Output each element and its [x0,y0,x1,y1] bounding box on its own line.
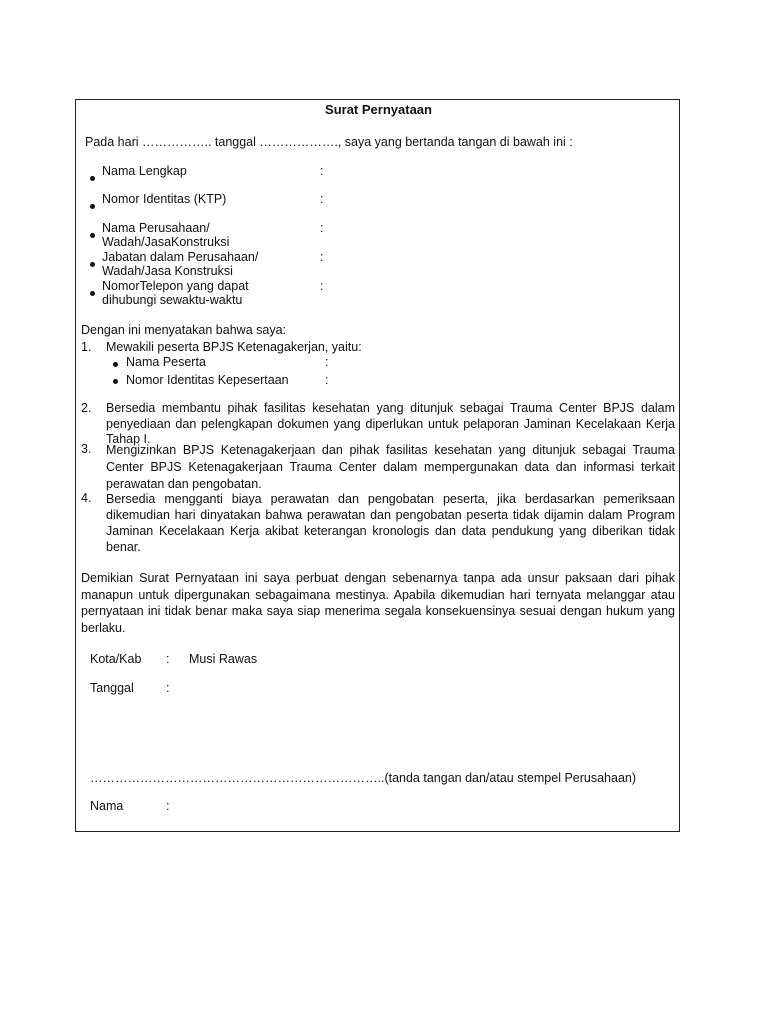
bullet-icon [90,233,95,238]
field-label-line-1: NomorTelepon yang dapat [102,279,249,293]
field-colon: : [320,279,324,293]
bullet-icon [113,379,118,384]
field-label: Nama Lengkap [102,164,187,178]
item-number: 4. [81,491,92,505]
field-label: Nomor Identitas (KTP) [102,192,227,206]
signature-line: ……………………………………………………………..(tanda tangan dan/atau stempel Perusahaan) [90,771,637,785]
field-colon: : [320,250,324,264]
field-colon: : [320,192,324,206]
item-text: Mengizinkan BPJS Ketenagakerjaan dan pihak fasilitas kesehatan yang ditunjuk sebagai Trauma Center BPJS Ketenagakerjaan Trauma Center dalam mempergunakan data dan informasi terkait perawatan dan pengobatan. [106,443,675,491]
item-text: Bersedia mengganti biaya perawatan dan pengobatan peserta, jika berdasarkan pemeriksaan dikemudian hari dinyatakan bahwa perawatan dan pengobatan peserta tidak dijamin dalam Program Jaminan Kecelakaan Kerja akibat keterangan kronologis dan data pendukung yang diberikan tidak benar. [106,492,675,554]
item-text: Bersedia membantu pihak fasilitas kesehatan yang ditunjuk sebagai Trauma Center BPJS dalam penyediaan dan pelengkapan dokumen yang diperlukan untuk pelaporan Jaminan Kecelakaan Kerja Tahap I. [106,401,675,446]
city-colon: : [166,652,170,666]
closing-paragraph: Demikian Surat Pernyataan ini saya perbuat dengan sebenarnya tanpa ada unsur paksaan dari pihak manapun untuk dipergunakan sebagaimana mestinya. Apabila dikemudian hari ternyata melanggar atau pernyataan ini tidak benar maka saya siap menerima segala konsekuensinya sesuai dengan hukum yang berlaku. [81,571,675,635]
name-label: Nama [90,799,124,813]
date-label: Tanggal [90,681,134,695]
name-colon: : [166,799,170,813]
item-number: 1. [81,340,92,354]
sub-field-colon: : [325,355,329,369]
sub-field-colon: : [325,373,329,387]
bullet-icon [90,204,95,209]
bullet-icon [90,176,95,181]
document-title: Surat Pernyataan [325,102,432,117]
field-colon: : [320,221,324,235]
intro-line: Pada hari …………….. tanggal ………………., saya yang bertanda tangan di bawah ini : [85,135,573,149]
item-text: Mewakili peserta BPJS Ketenagakerjan, yaitu: [106,340,362,354]
city-label: Kota/Kab [90,652,142,666]
field-label-line-2: dihubungi sewaktu-waktu [102,293,243,307]
sub-field-label: Nomor Identitas Kepesertaan [126,373,289,387]
field-label-line-1: Jabatan dalam Perusahaan/ [102,250,259,264]
bullet-icon [90,291,95,296]
field-label-line-1: Nama Perusahaan/ [102,221,210,235]
item-number: 2. [81,401,92,415]
statement-intro: Dengan ini menyatakan bahwa saya: [81,323,286,337]
field-colon: : [320,164,324,178]
bullet-icon [90,262,95,267]
field-label-line-2: Wadah/Jasa Konstruksi [102,264,233,278]
date-colon: : [166,681,170,695]
bullet-icon [113,362,118,367]
item-number: 3. [81,442,92,456]
sub-field-label: Nama Peserta [126,355,206,369]
statement-document [75,99,680,832]
city-value: Musi Rawas [189,652,258,666]
field-label-line-2: Wadah/JasaKonstruksi [102,235,230,249]
